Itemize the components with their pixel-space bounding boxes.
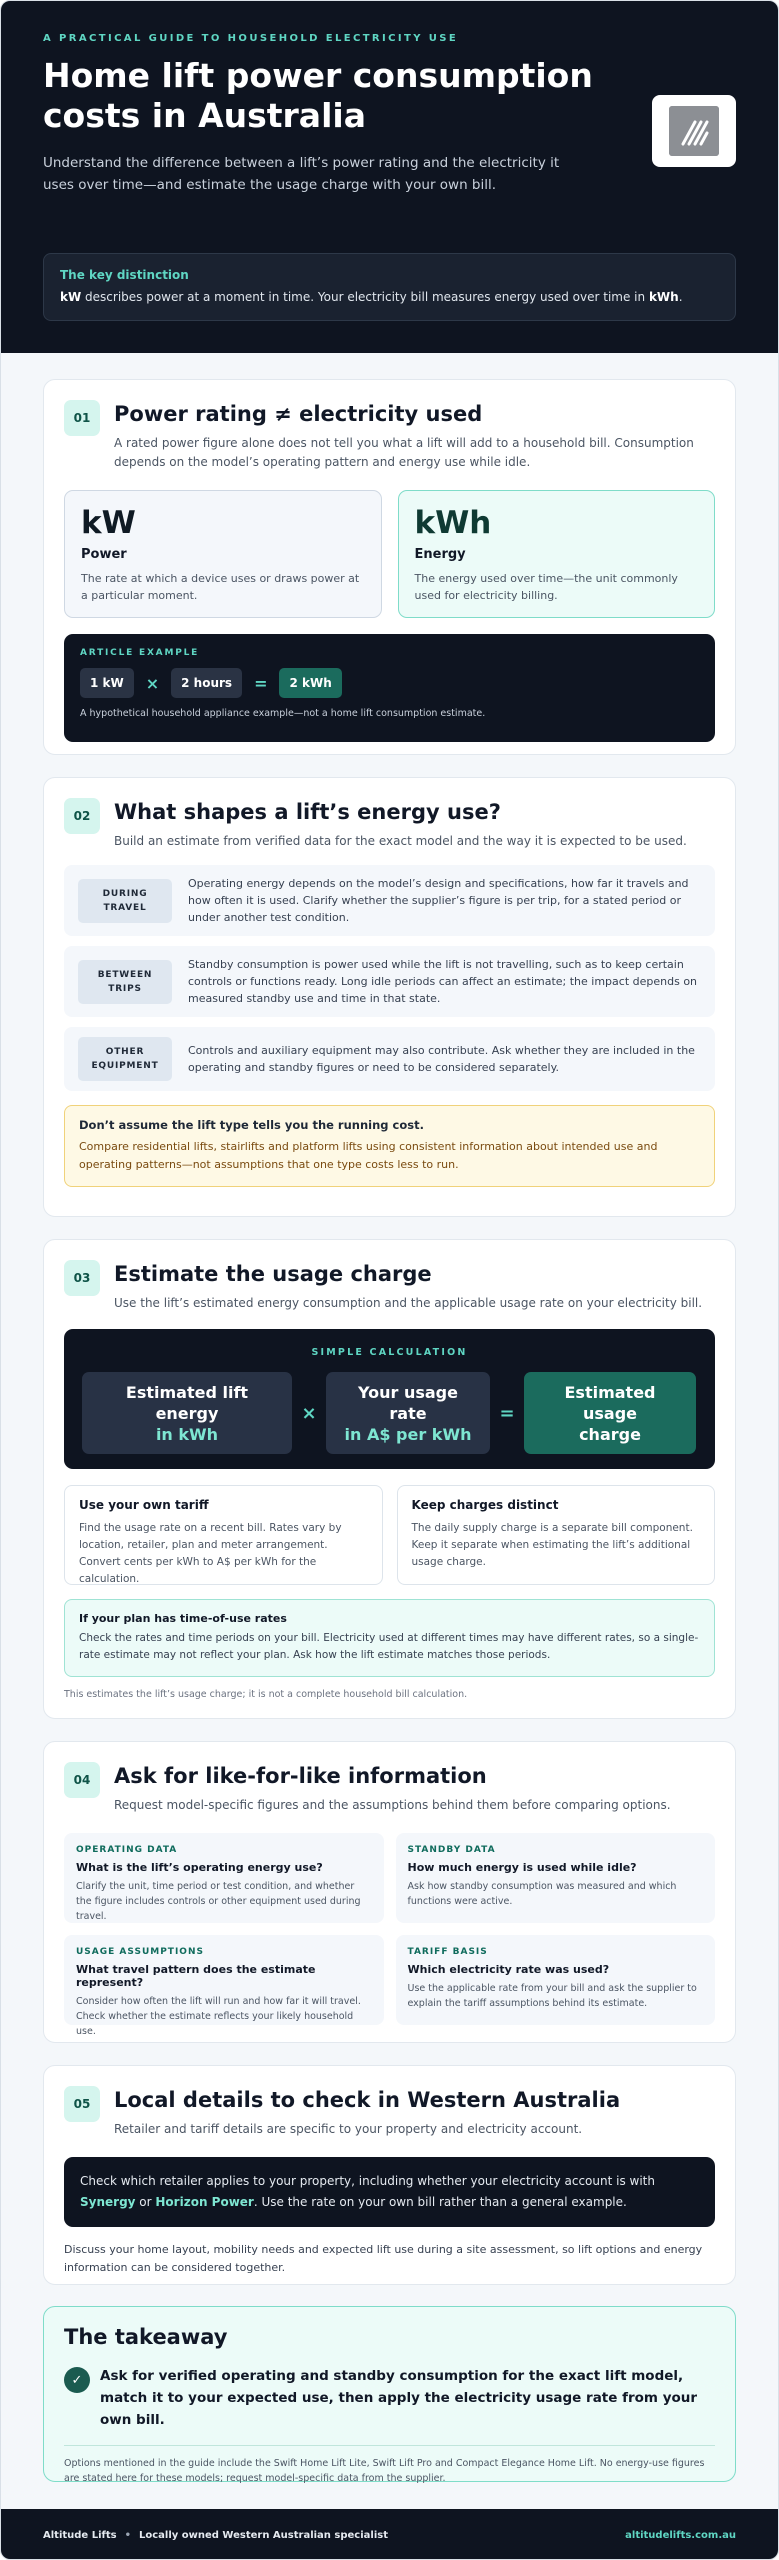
section-subtitle: Request model-specific figures and the assumptions behind them before comparing options. — [114, 1798, 671, 1812]
key-distinction-text: kW describes power at a moment in time. Your electricity bill measures energy used over time in kWh. — [60, 290, 683, 304]
calc-energy-box: Estimated lift energy in kWh — [82, 1372, 292, 1454]
takeaway — [43, 2306, 736, 2482]
lede: Understand the difference between a lift’s power rating and the electricity it uses over time—and estimate the usage charge with your own bill. — [43, 155, 560, 193]
section-subtitle: Use the lift’s estimated energy consumption and the applicable usage rate on your electricity bill. — [114, 1296, 703, 1310]
article-example: ARTICLE EXAMPLE 1 kW × 2 hours = 2 kWh A hypothetical household appliance example—not a home lift consumption estimate. — [64, 634, 715, 742]
section-title: Local details to check in Western Australia — [114, 2088, 621, 2112]
question-usage-assumptions: USAGE ASSUMPTIONS What travel pattern does the estimate represent? Consider how often the lift will run and how far it will travel. Check whether the estimate reflects your likely household use. — [64, 1935, 384, 2025]
section-number: 05 — [64, 2086, 100, 2122]
charges-card: Keep charges distinct The daily supply charge is a separate bill component. Keep it separate when estimating the lift’s additional usage charge. — [397, 1485, 716, 1585]
factor-between-trips: BETWEEN TRIPS Standby consumption is power used while the lift is not travelling, such as to keep certain controls or functions ready. Long idle periods can affect an estimate; the impact depends on measured standby use and time in that state. — [64, 946, 715, 1017]
warning-callout: Don’t assume the lift type tells you the running cost. Compare residential lifts, stairlifts and platform lifts using consistent information about intended use and operating patterns—not assumptions that one type costs less to run. — [64, 1105, 715, 1187]
hero — [1, 1, 778, 353]
check-icon: ✓ — [64, 2367, 90, 2393]
section-number: 04 — [64, 1762, 100, 1798]
factor-other-equipment: OTHER EQUIPMENT Controls and auxiliary equipment may also contribute. Ask whether they are included in the operating and standby figures or need to be considered separately. — [64, 1027, 715, 1091]
section-number: 01 — [64, 400, 100, 436]
divider — [64, 2445, 715, 2446]
eyebrow: A PRACTICAL GUIDE TO HOUSEHOLD ELECTRICITY USE — [43, 33, 459, 44]
takeaway-note: Options mentioned in the guide include the Swift Home Lift Lite, Swift Lift Pro and Compact Elegance Home Lift. No energy-use figures are stated here for these models; request model-specific data from the supplier. — [64, 2458, 705, 2484]
retailer-callout: Check which retailer applies to your property, including whether your electricity account is with Synergy or Horizon Power. Use the rate on your own bill rather than a general example. — [64, 2157, 715, 2227]
unit-card-kwh: kWh Energy The energy used over time—the unit commonly used for electricity billing. — [398, 490, 716, 618]
factor-during-travel: DURING TRAVEL Operating energy depends on the model’s design and specifications, how far it travels and how often it is used. Clarify whether the supplier’s figure is per trip, for a stated period or under another test condition. — [64, 865, 715, 936]
key-distinction — [43, 253, 736, 321]
section-subtitle: A rated power figure alone does not tell you what a lift will add to a household bill. Consumption depends on the model’s operating pattern and energy use while idle. — [114, 436, 694, 469]
section-number: 03 — [64, 1260, 100, 1296]
section-subtitle: Retailer and tariff details are specific to your property and electricity account. — [114, 2122, 583, 2136]
fine-print: This estimates the lift’s usage charge; it is not a complete household bill calculation. — [64, 1689, 468, 1700]
section-like-for-like — [43, 1741, 736, 2043]
section-power-rating — [43, 379, 736, 755]
takeaway-title: The takeaway — [64, 2325, 228, 2349]
footer — [1, 2509, 778, 2560]
section-title: Ask for like-for-like information — [114, 1764, 487, 1788]
calc-rate-box: Your usage rate in A$ per kWh — [326, 1372, 490, 1454]
unit-card-kw: kW Power The rate at which a device uses or draws power at a particular moment. — [64, 490, 382, 618]
retailer-horizon-power: Horizon Power — [155, 2195, 254, 2209]
time-of-use-callout: If your plan has time-of-use rates Check the rates and time periods on your bill. Electricity used at different times may have different rates, so a single-rate estimate may not reflect your plan. Ask how the lift estimate matches those periods. — [64, 1599, 715, 1677]
tariff-card: Use your own tariff Find the usage rate on a recent bill. Rates vary by location, retailer, plan and meter arrangement. Convert cents per kWh to A$ per kWh for the calculation. — [64, 1485, 383, 1585]
section-western-australia — [43, 2065, 736, 2285]
question-tariff-basis: TARIFF BASIS Which electricity rate was used? Use the applicable rate from your bill and ask the supplier to explain the tariff assumptions behind its estimate. — [396, 1935, 716, 2025]
section-title: Estimate the usage charge — [114, 1262, 432, 1286]
section-subtitle: Build an estimate from verified data for the exact model and the way it is expected to be used. — [114, 834, 687, 848]
example-power: 1 kW — [80, 668, 134, 698]
retailer-synergy: Synergy — [80, 2195, 136, 2209]
section-energy-use — [43, 777, 736, 1217]
footer-brand: Altitude Lifts • Locally owned Western Australian specialist — [43, 2529, 388, 2541]
section-usage-charge — [43, 1239, 736, 1719]
section-number: 02 — [64, 798, 100, 834]
site-assessment-note: Discuss your home layout, mobility needs and expected lift use during a site assessment, so lift options and energy information can be considered together. — [64, 2243, 703, 2274]
section-title: Power rating ≠ electricity used — [114, 402, 483, 426]
question-standby-data: STANDBY DATA How much energy is used while idle? Ask how standby consumption was measured and which functions were active. — [396, 1833, 716, 1923]
key-distinction-title: The key distinction — [60, 268, 189, 282]
altitude-lifts-logo-icon — [669, 106, 719, 156]
footer-website-link[interactable]: altitudelifts.com.au — [625, 2529, 736, 2541]
calc-result-box: Estimated usage charge — [524, 1372, 696, 1454]
section-title: What shapes a lift’s energy use? — [114, 800, 501, 824]
takeaway-text: Ask for verified operating and standby consumption for the exact lift model, match it to your expected use, then apply the electricity usage rate from your own bill. — [100, 2368, 698, 2428]
example-time: 2 hours — [171, 668, 242, 698]
page-title: Home lift power consumption costs in Australia — [43, 56, 593, 135]
example-result: 2 kWh — [279, 668, 341, 698]
simple-calculation: SIMPLE CALCULATION Estimated lift energy in kWh × Your usage rate in A$ per kWh = Estimated usage charge — [64, 1329, 715, 1469]
logo[interactable] — [652, 95, 736, 167]
question-operating-data: OPERATING DATA What is the lift’s operating energy use? Clarify the unit, time period or test condition, and whether the figure includes controls or other equipment used during travel. — [64, 1833, 384, 1923]
